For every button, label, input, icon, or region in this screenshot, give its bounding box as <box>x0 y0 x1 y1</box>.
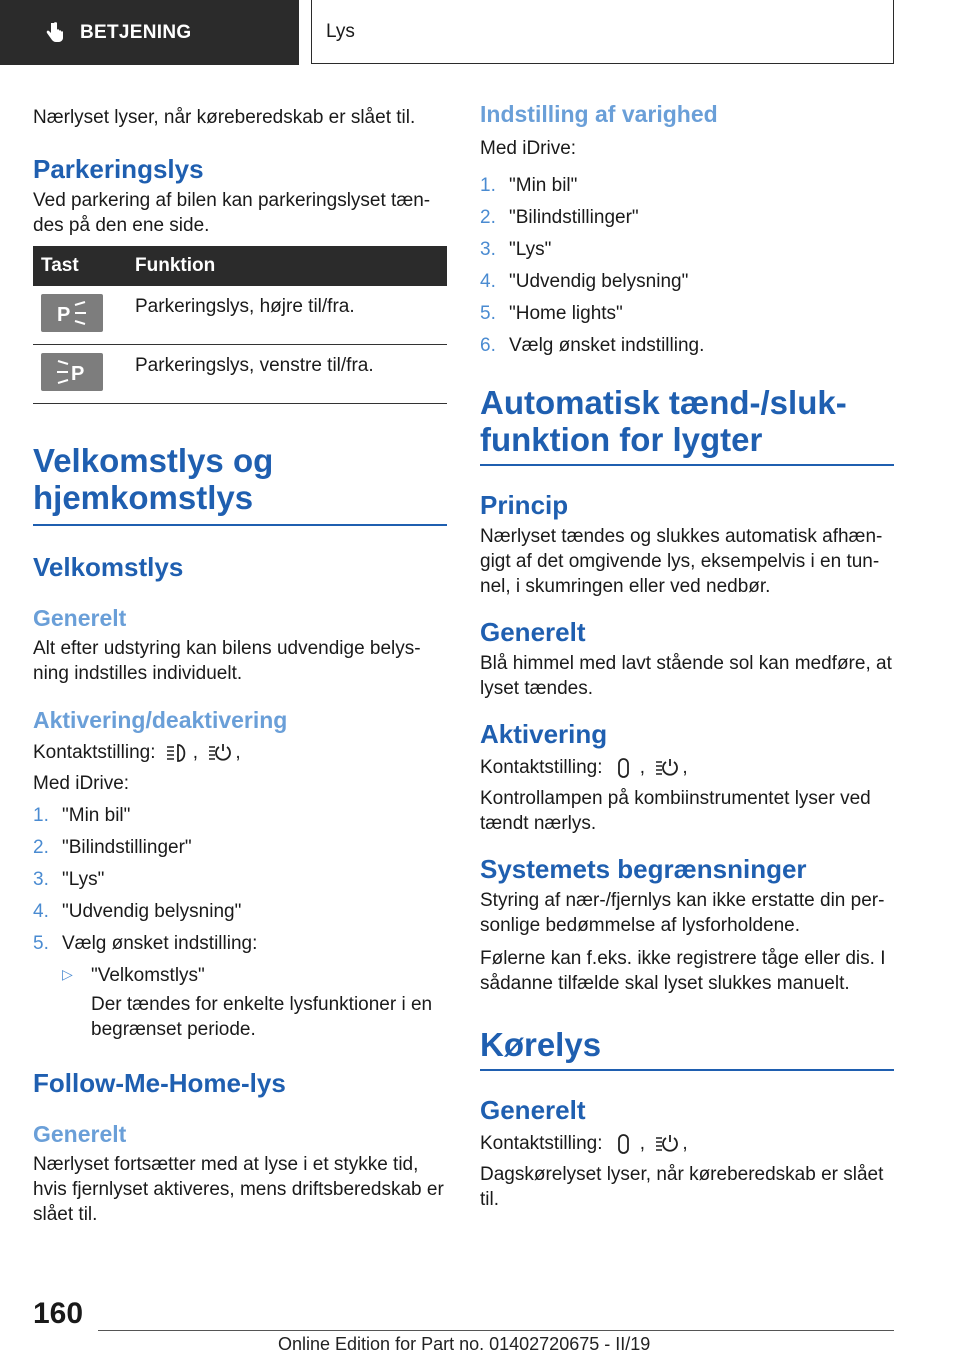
section-title: BETJENING <box>80 21 192 43</box>
list-item: 4. "Udvendig belysning" <box>33 901 242 922</box>
korelys-line: Kontaktstilling: , , <box>480 1133 688 1154</box>
ignition-off-icon <box>612 757 636 779</box>
table-header-key: Tast <box>33 246 127 286</box>
welcome-steps <box>33 803 447 956</box>
follow-text: Nærlyset fortsætter med at lyse i et stykke tid, hvis fjernlyset aktiveres, mens driftsberedskab er slået til. <box>33 1154 444 1225</box>
follow-title: Follow-Me-Home-lys <box>33 1068 286 1098</box>
footer-divider <box>98 1330 894 1331</box>
svg-text:P: P <box>71 363 85 385</box>
idrive-label: Med iDrive: <box>480 138 577 159</box>
welcome-subtitle: Velkomstlys <box>33 552 184 582</box>
table-row <box>33 286 447 345</box>
hand-icon <box>42 21 66 45</box>
principle-text: Nærlyset tændes og slukkes automatisk afhængigt af det omgivende lys, eksempelvis i en tunnel, i skumringen eller ved nedbør. <box>480 526 883 597</box>
generelt-title: Generelt <box>33 605 127 631</box>
table-header-function: Funktion <box>127 246 447 286</box>
list-item: 3. "Lys" <box>480 239 552 260</box>
generelt-title: Generelt <box>480 617 586 647</box>
welcome-title: Velkomstlys og hjemkomstlys <box>33 442 274 516</box>
generelt-title: Generelt <box>480 1095 586 1125</box>
chapter-title: Lys <box>326 20 355 42</box>
parking-title: Parkeringslys <box>33 154 204 184</box>
limits-text: Styring af nær-/fjernlys kan ikke erstatte din personlige bedømmelse af lysforholdene. <box>480 890 885 936</box>
parking-light-left-icon <box>41 353 103 391</box>
limits-title: Systemets begrænsninger <box>480 854 807 884</box>
limits-text: Følerne kan f.eks. ikke registrere tåge eller dis. I sådanne tilfælde skal lyset slukkes manuelt. <box>480 948 886 994</box>
parking-light-right-icon <box>41 294 103 332</box>
aktivering-line: Kontaktstilling: , , <box>480 757 688 778</box>
duration-title: Indstilling af varighed <box>480 101 718 127</box>
korelys-title: Kørelys <box>480 1026 602 1063</box>
aktivering-title: Aktivering <box>480 719 608 749</box>
aktivering-text: Kontrollampen på kombiinstrumentet lyser ved tændt nærlys. <box>480 788 871 834</box>
section-tab <box>0 0 299 65</box>
key-table <box>33 246 447 404</box>
table-cell-function: Parkeringslys, højre til/fra. <box>127 286 447 345</box>
table-cell-function: Parkeringslys, venstre til/fra. <box>127 345 447 404</box>
right-column <box>480 100 894 1212</box>
generelt-text: Alt efter udstyring kan bilens udvendige belysning indstilles individuelt. <box>33 638 421 684</box>
list-item: 2. "Bilindstillinger" <box>33 837 192 858</box>
idrive-label: Med iDrive: <box>33 773 130 794</box>
list-item: 1. "Min bil" <box>480 175 578 196</box>
intro-text: Nærlyset lyser, når køreberedskab er slået til. <box>33 107 416 128</box>
generelt-text: Blå himmel med lavt stående sol kan medføre, at lyset tændes. <box>480 653 892 699</box>
list-item: 4. "Udvendig belysning" <box>480 271 689 292</box>
engine-ready-icon <box>654 1133 678 1155</box>
list-item: 5. Vælg ønsket indstilling: <box>33 933 258 954</box>
korelys-text: Dagskørelyset lyser, når køreberedskab er slået til. <box>480 1164 884 1210</box>
engine-ready-icon <box>207 742 231 764</box>
chapter-tab <box>311 0 894 64</box>
duration-steps <box>480 173 894 358</box>
activation-title: Aktivering/deaktivering <box>33 707 288 733</box>
page-number: 160 <box>33 1297 84 1330</box>
left-column <box>33 100 447 1227</box>
principle-title: Princip <box>480 490 569 520</box>
table-row <box>33 345 447 404</box>
list-item: 3. "Lys" <box>33 869 105 890</box>
sub-list-item: ▷ "Velkomstlys" Der tændes for enkelte lysfunktioner i en begrænset periode. <box>62 965 433 1040</box>
low-beam-icon <box>165 742 189 764</box>
list-item: 1. "Min bil" <box>33 805 131 826</box>
parking-text: Ved parkering af bilen kan parkeringslyset tændes på den ene side. <box>33 190 431 236</box>
generelt-title: Generelt <box>33 1121 127 1147</box>
ignition-off-icon <box>612 1133 636 1155</box>
triangle-bullet-icon: ▷ <box>62 966 73 982</box>
engine-ready-icon <box>654 757 678 779</box>
activation-line: Kontaktstilling: , , <box>33 742 241 763</box>
svg-text:P: P <box>57 304 71 326</box>
edition-text: Online Edition for Part no. 01402720675 - II/19 <box>278 1334 651 1354</box>
list-item: 2. "Bilindstillinger" <box>480 207 639 228</box>
auto-title: Automatisk tænd-/slukfunktion for lygter <box>480 384 847 458</box>
list-item: 5. "Home lights" <box>480 303 623 324</box>
list-item: 6. Vælg ønsket indstilling. <box>480 335 705 356</box>
